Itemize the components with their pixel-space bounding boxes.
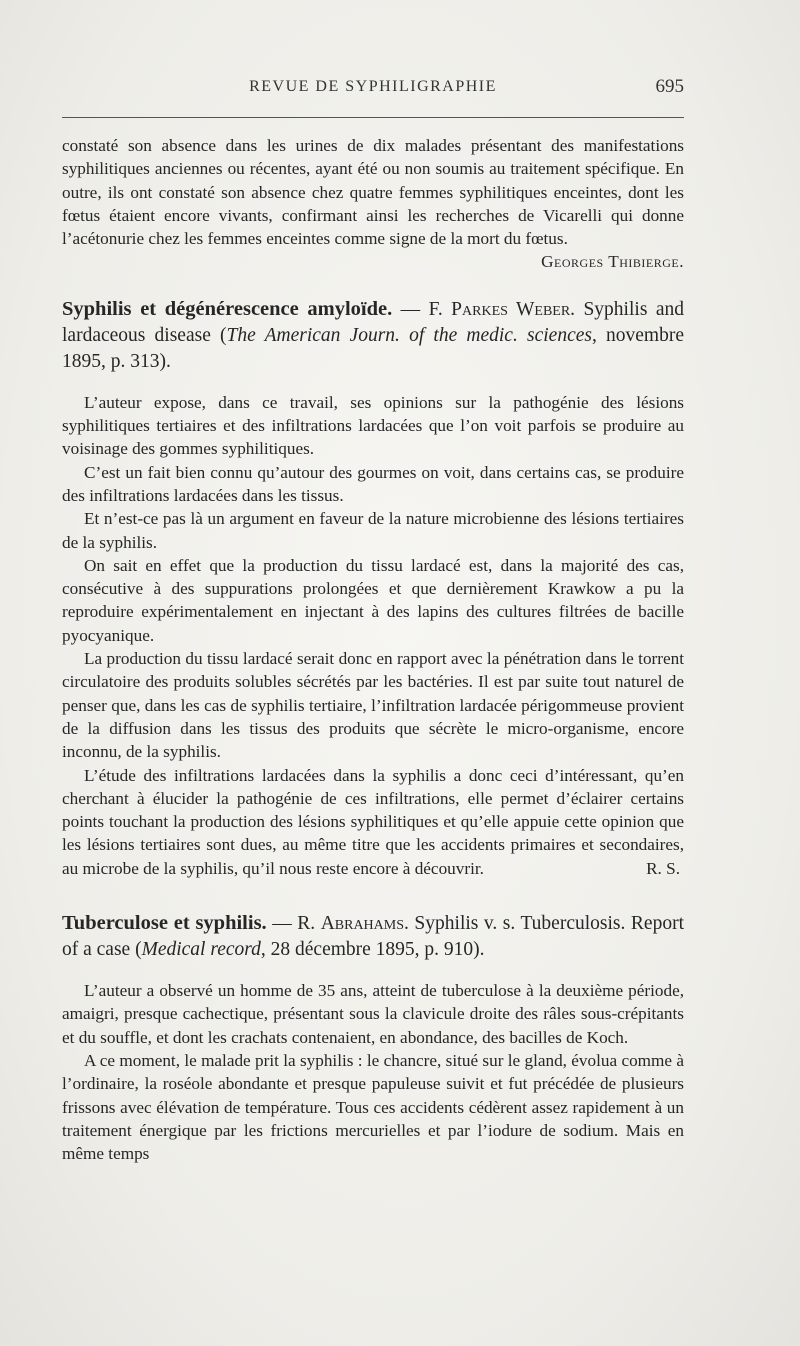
header-rule (62, 117, 684, 118)
article-author: Parkes Weber. (451, 298, 576, 320)
signature-thibierge: Georges Thibierge. (541, 252, 684, 272)
paragraph: L’auteur expose, dans ce travail, ses opinions sur la pathogénie des lésions syphilitiques tertiaires et des infiltrations lardacées que l’on voit parfois se produire au voisinage des gommes syphilitiques. (62, 392, 684, 459)
paragraph: C’est un fait bien connu qu’autour des gourmes on voit, dans certains cas, se produire des infiltrations lardacées dans les tissus. (62, 462, 684, 505)
article-title: Tuberculose et syphilis. (62, 912, 267, 935)
journal-name: The American Journ. of the medic. sciences (226, 324, 592, 346)
article-author: Abrahams. (320, 913, 409, 935)
article-heading-tuberculose (62, 910, 684, 963)
page-number: 695 (655, 76, 684, 97)
heading-dash: — R. (266, 913, 321, 935)
paragraph-text: L’étude des infiltrations lardacées dans la syphilis a donc ceci d’intéressant, qu’en cherchant à élucider la pathogénie de ces infiltrations, elle permet d’éclairer certains points touchant la production des lésions syphilitiques et qu’elle appuie cette opinion que les lésions tertiaires sont dues, au même titre que les accidents primaires et secondaires, au microbe de la syphilis, qu’il nous reste encore à découvrir. (62, 765, 684, 878)
article-title: Syphilis et dégénérescence amyloïde. (62, 297, 393, 320)
heading-dash: — F. (392, 298, 452, 320)
journal-name: Medical record (141, 939, 261, 961)
reference-part-a: Syphilis and lardaceous disease ( (62, 298, 684, 346)
body-text (62, 134, 684, 1165)
paragraph: La production du tissu lardacé serait donc en rapport avec la pénétration dans le torrent circulatoire des produits solubles sécrétés par les bactéries. Il est par suite tout naturel de penser que, dans les cas de syphilis tertiaire, l’infiltration lardacée périgommeuse provient de la diffusion dans les tissus des produits que sécrète le micro-organisme, encore inconnu, de la syphilis. (62, 649, 684, 762)
intro-paragraph: constaté son absence dans les urines de dix malades présentant des manifestations syphilitiques anciennes ou récentes, ayant été ou non soumis au traitement spécifique. En outre, ils ont constaté son absence chez quatre femmes syphilitiques enceintes, dont les fœtus étaient encore vivants, confirmant ainsi les recherches de Vicarelli qui donne l’acétonurie chez les femmes enceintes comme signe de la mort du fœtus. (62, 136, 684, 249)
reference-part-b: , novembre 1895, p. 313). (62, 324, 684, 372)
article-heading-amyloide (62, 296, 684, 375)
paragraph: L’auteur a observé un homme de 35 ans, atteint de tuberculose à la deuxième période, amaigri, presque cachectique, présentant sous la clavicule droite des râles sous-crépitants et du souffle, et dont les crachats contenaient, en abondance, des bacilles de Koch. (62, 981, 684, 1047)
paragraph: A ce moment, le malade prit la syphilis : le chancre, situé sur le gland, évolua comme à l’ordinaire, la roséole abondante et presque papuleuse suivit et fut précédée de plusieurs frissons avec élévation de température. Tous ces accidents cédèrent assez rapidement à un traitement énergique par les frictions mercurielles et par l’iodure de sodium. Mais en même temps (62, 1050, 684, 1164)
paragraph: On sait en effet que la production du tissu lardacé est, dans la majorité des cas, consécutive à des suppurations prolongées et que dernièrement Krawkow a pu la reproduire expérimentalement en injectant à des lapins des cultures filtrées de bacille pyocyanique. (62, 555, 684, 645)
page-header (62, 78, 684, 108)
running-title: REVUE DE SYPHILIGRAPHIE (249, 78, 497, 95)
signature-rs: R. S. (646, 858, 680, 878)
paragraph: Et n’est-ce pas là un argument en faveur de la nature microbienne des lésions tertiaires de la syphilis. (62, 509, 684, 552)
reference-part-b: , 28 décembre 1895, p. 910). (260, 939, 485, 961)
paragraph-with-signature (62, 764, 684, 880)
reference-part-a: Syphilis v. s. Tuberculosis. Report of a case ( (62, 913, 684, 961)
